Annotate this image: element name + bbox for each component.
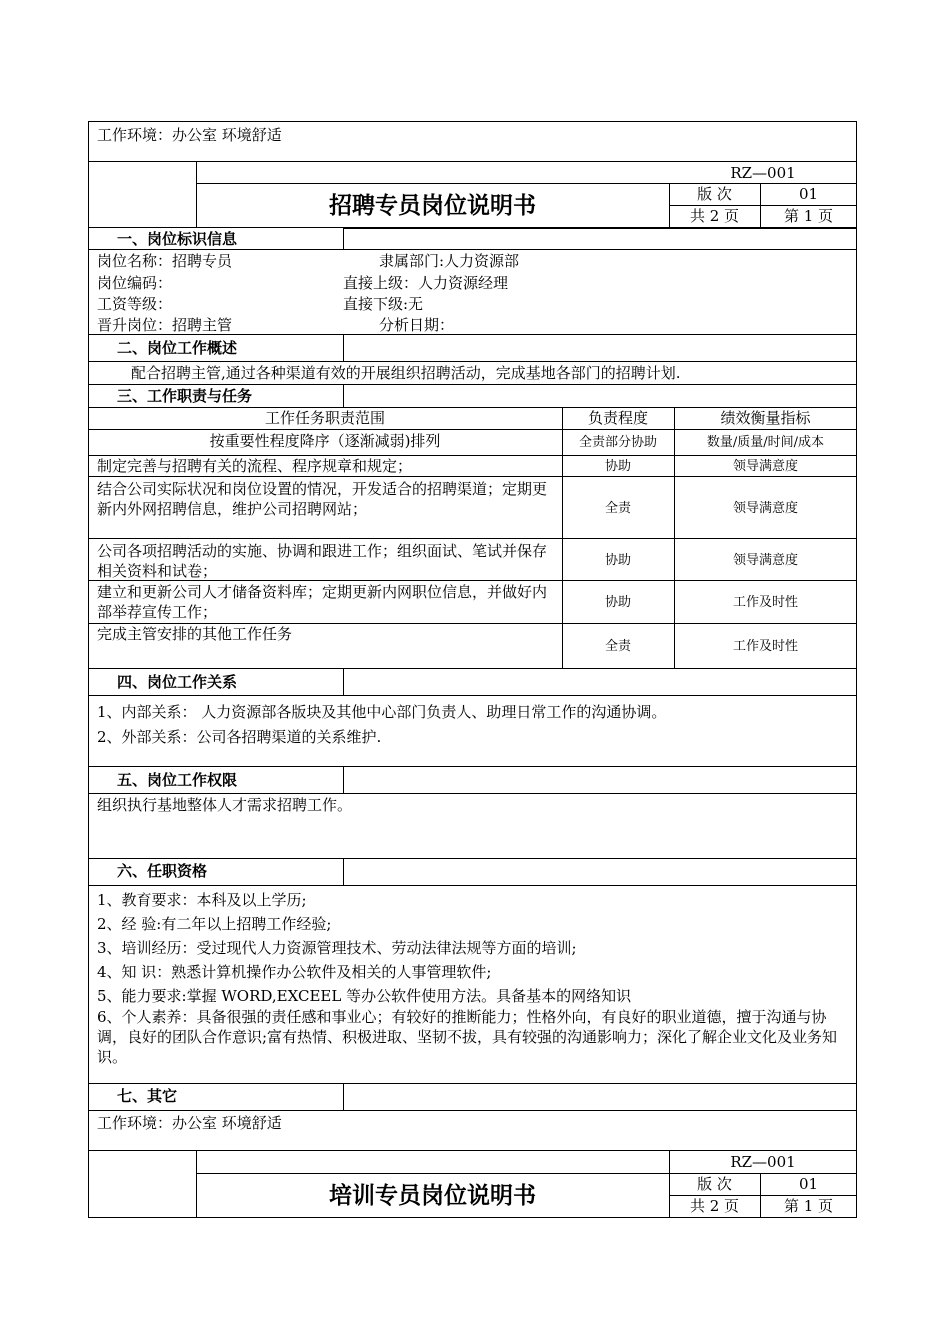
section-4-title: 四、岗位工作关系 (117, 673, 238, 691)
page-number-2: 第 1 页 (783, 1197, 834, 1215)
total-pages-1: 共 2 页 (689, 207, 740, 225)
table-row-level: 协助 (604, 595, 631, 610)
qualification-item: 5、能力要求:掌握 WORD,EXCEEL 等办公软件使用方法。具备基本的网络知识 (97, 987, 632, 1005)
version-value-1: 01 (798, 185, 819, 203)
internal-relations: 1、内部关系： 人力资源部各版块及其他中心部门负责人、助理日常工作的沟通协调。 (97, 703, 667, 721)
doc-code-2: RZ—001 (730, 1153, 796, 1171)
version-label-1: 版 次 (697, 185, 732, 203)
direct-subordinate: 直接下级:无 (343, 295, 424, 313)
col-sub-tasks: 按重要性程度降序（逐渐减弱)排列 (209, 432, 441, 450)
job-code: 岗位编码： (97, 274, 173, 292)
qualification-item: 4、知 识：熟悉计算机操作办公软件及相关的人事管理软件; (97, 963, 492, 981)
page-number-1: 第 1 页 (783, 207, 834, 225)
table-row-level: 全责 (604, 501, 631, 516)
salary-grade: 工资等级： (97, 295, 173, 313)
promotion-position: 晋升岗位：招聘主管 (97, 316, 233, 334)
section-2-title: 二、岗位工作概述 (117, 339, 238, 357)
section-5-title: 五、岗位工作权限 (117, 771, 238, 789)
qualification-item: 1、教育要求：本科及以上学历; (97, 891, 307, 909)
doc-title-1: 招聘专员岗位说明书 (329, 193, 536, 219)
table-row-level: 全责 (604, 639, 631, 654)
col-header-level: 负责程度 (587, 409, 648, 427)
authority-text: 组织执行基地整体人才需求招聘工作。 (97, 796, 353, 814)
qualification-item: 6、个人素养：具备很强的责任感和事业心；有较好的推断能力；性格外向，有良好的职业道德，擅于沟通与协调，良好的团队合作意识;富有热情、积极进取、坚韧不拔，具有较强的沟通影响力；深化了解企业文化及业务知识。 (97, 1008, 838, 1066)
table-row-kpi: 工作及时性 (732, 639, 798, 654)
table-row-task: 公司各项招聘活动的实施、协调和跟进工作；组织面试、笔试并保存相关资料和试卷； (97, 542, 548, 580)
qualification-item: 2、经 验:有二年以上招聘工作经验; (97, 915, 332, 933)
total-pages-2: 共 2 页 (689, 1197, 740, 1215)
external-relations: 2、外部关系：公司各招聘渠道的关系维护. (97, 728, 382, 746)
table-row-level: 协助 (604, 553, 631, 568)
table-row-task: 结合公司实际状况和岗位设置的情况，开发适合的招聘渠道；定期更新内外网招聘信息，维护公司招聘网站； (97, 480, 548, 518)
overview-text: 配合招聘主管,通过各种渠道有效的开展组织招聘活动，完成基地各部门的招聘计划. (131, 364, 681, 382)
section-1-title: 一、岗位标识信息 (117, 230, 238, 248)
direct-superior: 直接上级：人力资源经理 (343, 274, 509, 292)
table-row-kpi: 领导满意度 (732, 459, 798, 474)
section-3-title: 三、工作职责与任务 (117, 387, 253, 405)
table-row-level: 协助 (604, 459, 631, 474)
table-row-task: 制定完善与招聘有关的流程、程序规章和规定； (97, 457, 413, 475)
qualification-item: 3、培训经历：受过现代人力资源管理技术、劳动法律法规等方面的培训; (97, 939, 577, 957)
work-env-bottom: 工作环境：办公室 环境舒适 (97, 1114, 282, 1132)
job-name: 岗位名称：招聘专员 (97, 252, 233, 270)
work-env-top: 工作环境：办公室 环境舒适 (97, 126, 282, 144)
department: 隶属部门:人力资源部 (379, 252, 520, 270)
section-6-title: 六、任职资格 (117, 862, 208, 880)
col-header-tasks: 工作任务职责范围 (264, 409, 385, 427)
section-7-title: 七、其它 (117, 1087, 178, 1105)
table-row-kpi: 领导满意度 (732, 501, 798, 516)
version-value-2: 01 (798, 1175, 819, 1193)
col-sub-kpi: 数量/质量/时间/成本 (706, 435, 825, 450)
col-sub-level: 全责部分协助 (578, 435, 657, 450)
version-label-2: 版 次 (697, 1175, 732, 1193)
table-row-task: 完成主管安排的其他工作任务 (97, 625, 293, 643)
analysis-date: 分析日期： (379, 316, 455, 334)
table-row-kpi: 工作及时性 (732, 595, 798, 610)
doc-code-1: RZ—001 (730, 164, 796, 182)
table-row-task: 建立和更新公司人才储备资料库；定期更新内网职位信息，并做好内部举荐宣传工作； (97, 583, 548, 621)
col-header-kpi: 绩效衡量指标 (720, 409, 811, 427)
doc-title-2: 培训专员岗位说明书 (329, 1183, 536, 1209)
table-row-kpi: 领导满意度 (732, 553, 798, 568)
